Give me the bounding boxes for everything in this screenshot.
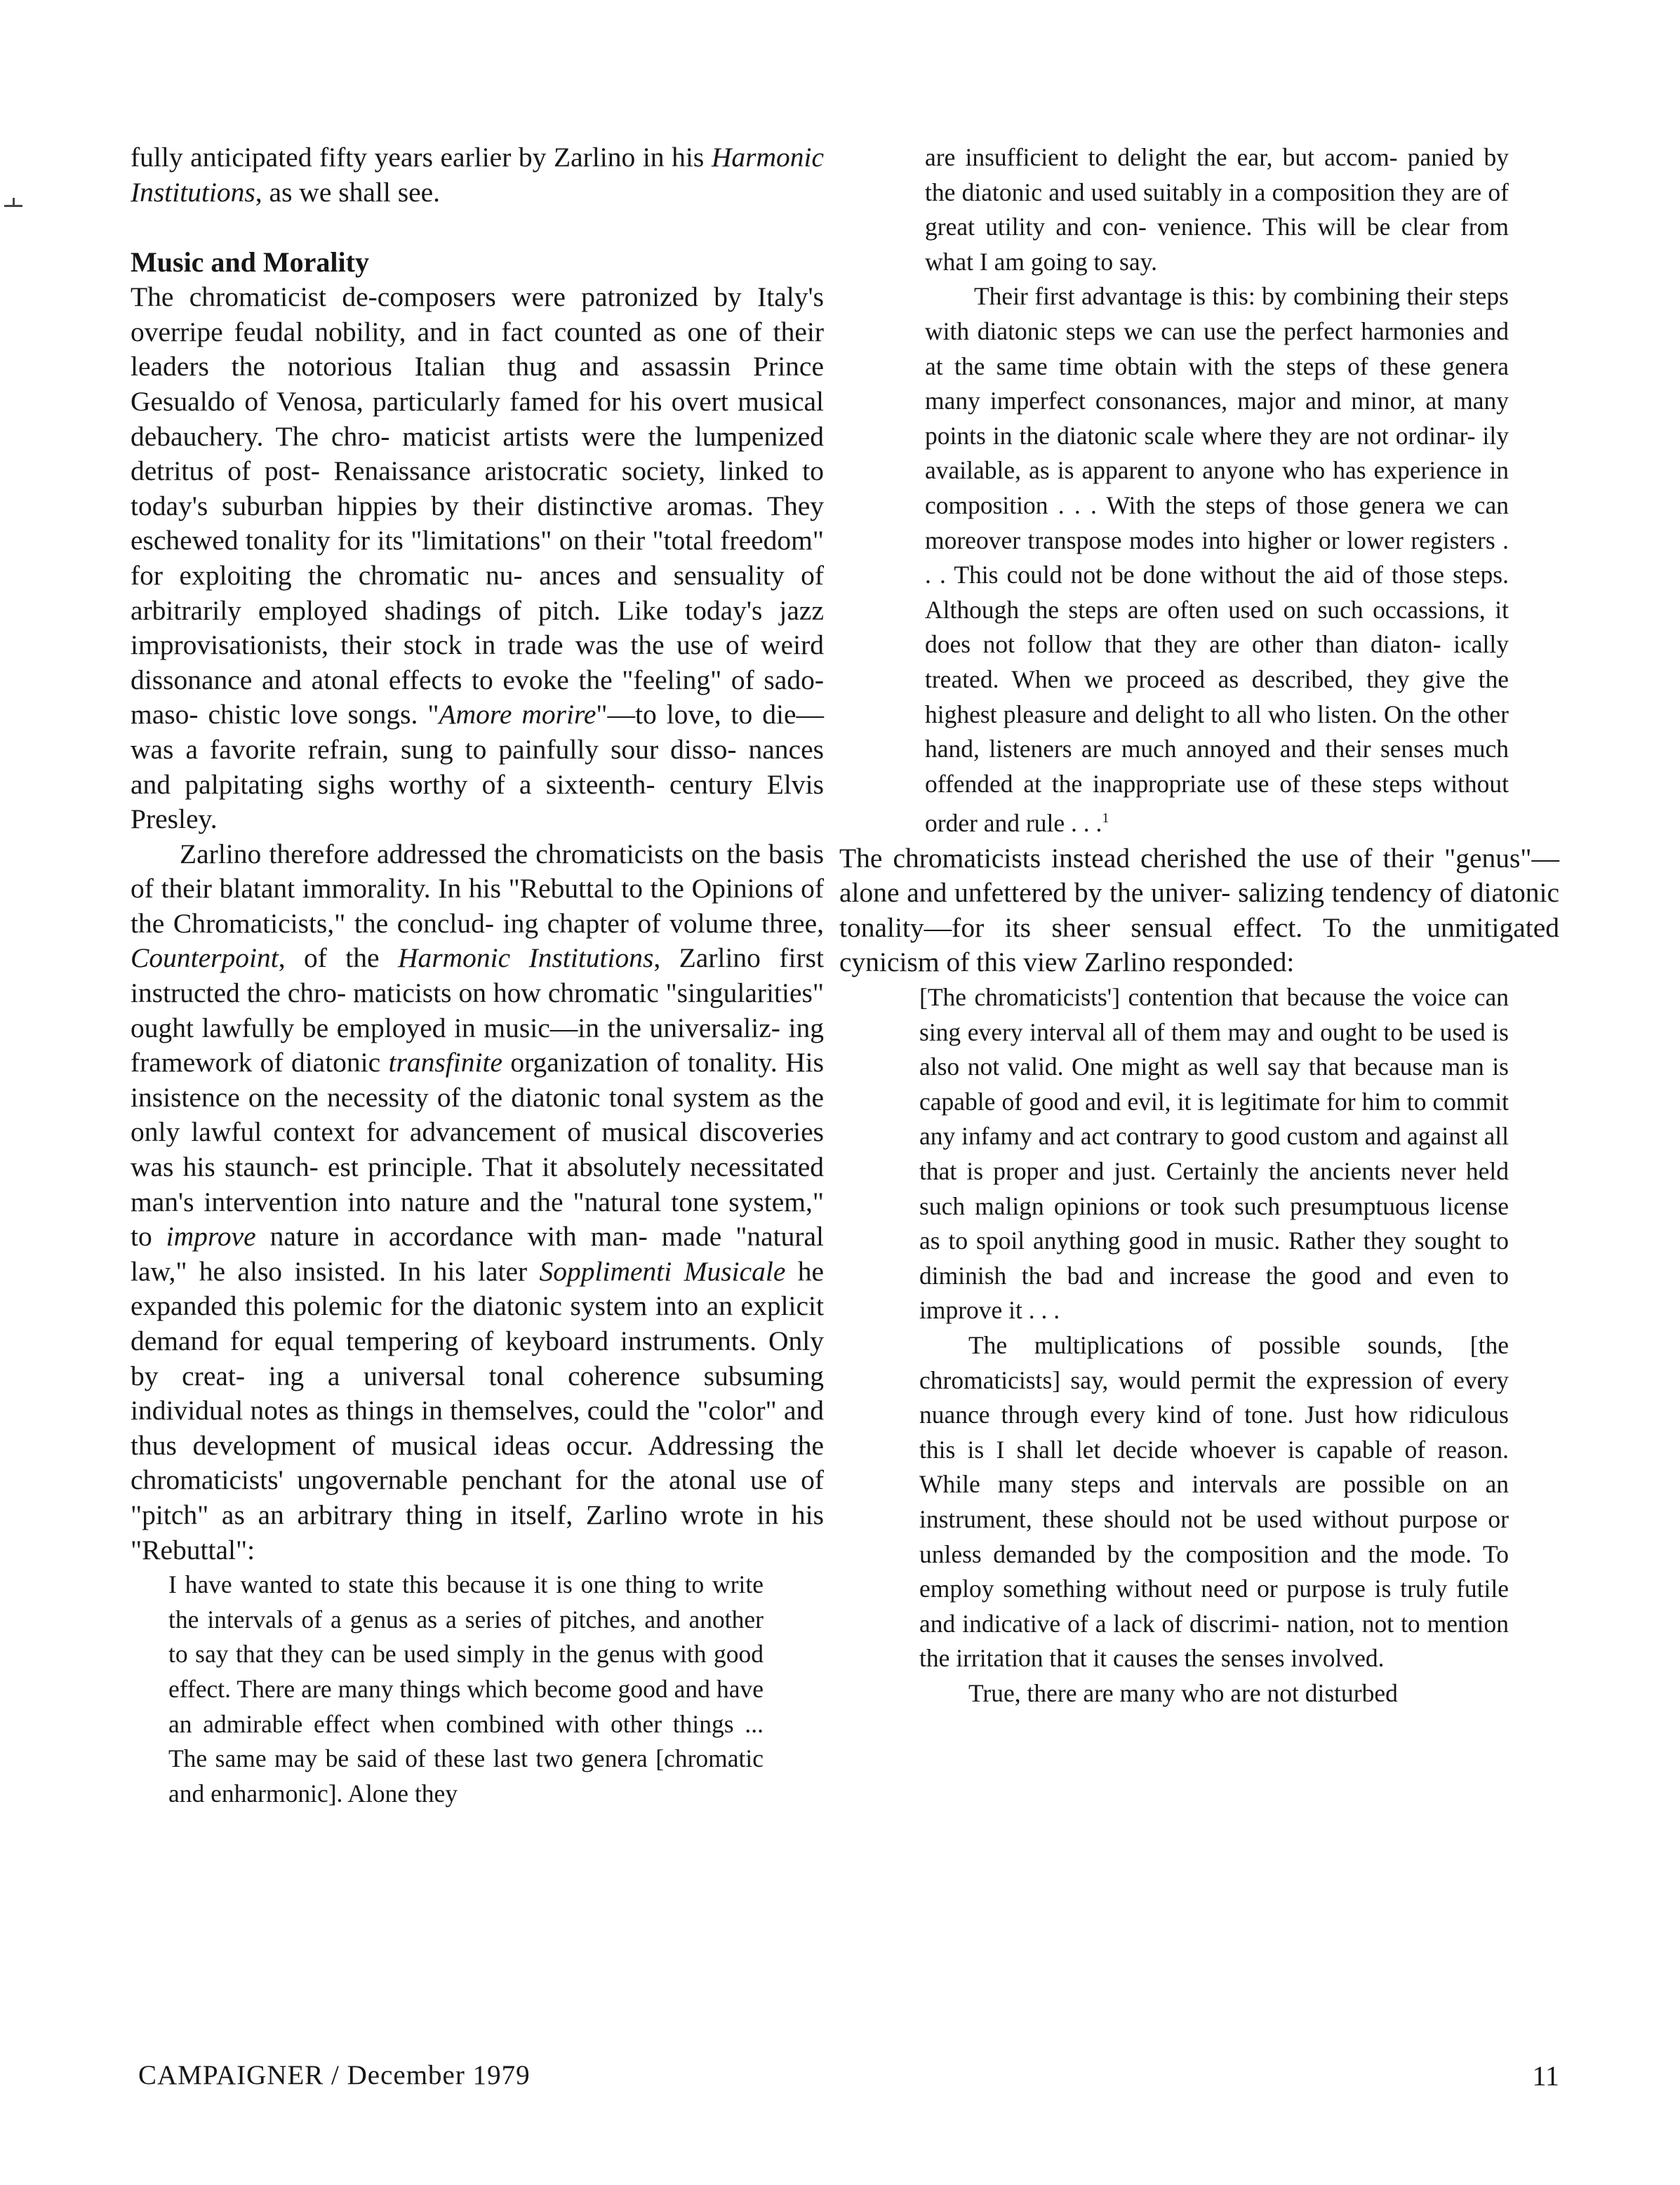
intro-text: fully anticipated fifty years earlier by Zarlino in his — [131, 142, 705, 173]
paragraph-2-text-b: , of the — [278, 942, 398, 974]
block-quote-1-continued: are insufficient to delight the ear, but accom- panied by the diatonic and used suitably in a composition they are of great utility and con- venience. This will be clear from what I am going to say. — [925, 143, 1509, 276]
publication-footer: CAMPAIGNER / December 1979 — [138, 2060, 531, 2090]
intro-tail: , as we shall see. — [255, 176, 441, 208]
block-quote-2 — [925, 279, 1509, 841]
paragraph-1-italic: Amore morire — [439, 699, 596, 730]
paragraph-2-text-e: nature in accordance with man- made "natural law," he also insisted. In his later — [131, 1221, 824, 1287]
paragraph-2-italic-3: transfinite — [388, 1047, 502, 1078]
paragraph-3: The chromaticists instead cherished the use of their "genus"—alone and unfettered by the univer- salizing tendency of diatonic tonality—for its sheer sensual effect. To the unmitigated cynicism of this view Zarlino responded: — [839, 842, 1559, 978]
paragraph-2-text-d: organization of tonality. His insistence on the necessity of the diatonic tonal system as the only lawful context for advancement of musical discoveries was his staunch- est principle. That it absolutely necessitated man's intervention into nature and the "natural tone system," to — [131, 1047, 824, 1252]
footnote-marker: 1 — [1102, 810, 1109, 827]
block-quote-5: True, there are many who are not disturbed — [968, 1678, 1398, 1707]
section-heading: Music and Morality — [131, 246, 369, 279]
paragraph-2 — [131, 837, 824, 1568]
right-column — [839, 140, 1559, 1711]
paragraph-1-text: The chromaticist de-composers were patronized by Italy's overripe feudal nobility, and in fact counted as one of their leaders the notorious Italian thug and assassin Prince Gesualdo of Venosa, particularly famed for his overt musical debauchery. The chro- maticist artists were the lumpenized detritus of post- Renaissance aristocratic society, linked to today's suburban hippies by their distinctive aromas. They eschewed tonality for its "limitations" on their "total freedom" for exploiting the chromatic nu- ances and sensuality of arbitrarily employed shadings of pitch. Like today's jazz improvisationists, their stock in trade was the use of weird dissonance and atonal effects to evoke the "feeling" of sado-maso- chistic love songs. " — [131, 281, 824, 730]
paragraph-2-italic-1: Counterpoint — [131, 942, 279, 974]
paragraph-2-text-a: Zarlino therefore addressed the chromaticists on the basis of their blatant immorality. In his "Rebuttal to the Opinions of the Chromaticists," the conclud- ing chapter of volume three, — [131, 838, 824, 939]
page-number: 11 — [1532, 2060, 1559, 2092]
margin-mark-tick — [13, 198, 15, 206]
block-quote-2-text: Their first advantage is this: by combining their steps with diatonic steps we can use the perfect harmonies and at the same time obtain with the steps of these genera many imperfect consonances, major and minor, at many points in the diatonic scale where they are not ordinar- ily available, as is apparent to anyone who has experience in composition . . . With the steps of those genera we can moreover transpose modes into higher or lower registers . . . This could not be done without the aid of those steps. Although the steps are often used on such occassions, it does not follow that they are other than diaton- ically treated. When we proceed as described, they give the highest pleasure and delight to all who listen. On the other hand, listeners are much annoyed and their senses much offended at the inappropriate use of these steps without order and rule . . . — [925, 282, 1509, 838]
intro-italic-title: Harmonic Institutions — [131, 142, 824, 208]
left-column — [131, 140, 824, 1811]
paragraph-1 — [131, 280, 824, 837]
paragraph-2-text-c: , Zarlino first instructed the chro- maticists on how chromatic "singularities" ought lawfully be employed in music—in the universaliz- ing framework of diatonic — [131, 942, 824, 1078]
paragraph-2-italic-4: improve — [166, 1221, 256, 1252]
block-quote-4: The multiplications of possible sounds, [the chromaticists] say, would permit the expression of every nuance through every kind of tone. Just how ridiculous this is I shall let decide whoever is capable of reason. While many steps and intervals are possible on an instrument, these should not be used without purpose or unless demanded by the composition and the mode. To employ something without need or purpose is truly futile and indicative of a lack of discrimi- nation, not to mention the irritation that it causes the senses involved. — [919, 1331, 1509, 1673]
paragraph-2-text-f: he expanded this polemic for the diatonic system into an explicit demand for equal tempering of keyboard instruments. Only by creat- ing a universal tonal coherence subsuming individual notes as things in themselves, could the "color" and thus development of musical ideas occur. Addressing the chromaticists' ungovernable penchant for the atonal use of "pitch" as an arbitrary thing in itself, Zarlino wrote in his "Rebuttal": — [131, 1255, 824, 1565]
paragraph-2-italic-5: Sopplimenti Musicale — [539, 1255, 786, 1287]
block-quote-3: [The chromaticists'] contention that because the voice can sing every interval all of them may and ought to be used is also not valid. One might as well say that because man is capable of good and evil, it is legitimate for him to commit any infamy and act contrary to good custom and against all that is proper and just. Certainly the ancients never held such malign opinions or took such presumptuous license as to spoil anything good in music. Rather they sought to diminish the bad and increase the good and even to improve it . . . — [919, 983, 1509, 1325]
intro-paragraph — [131, 140, 824, 210]
block-quote-1: I have wanted to state this because it is one thing to write the intervals of a genus as a series of pitches, and another to say that they can be used simply in the genus with good effect. There are many things which become good and have an admirable effect when combined with other things ... The same may be said of these last two genera [chromatic and enharmonic]. Alone they — [168, 1570, 764, 1808]
paragraph-1-tail: "—to love, to die— was a favorite refrain, sung to painfully sour disso- nances and palpitating sighs worthy of a sixteenth- century Elvis Presley. — [131, 699, 825, 835]
paragraph-2-italic-2: Harmonic Institutions — [398, 942, 654, 974]
